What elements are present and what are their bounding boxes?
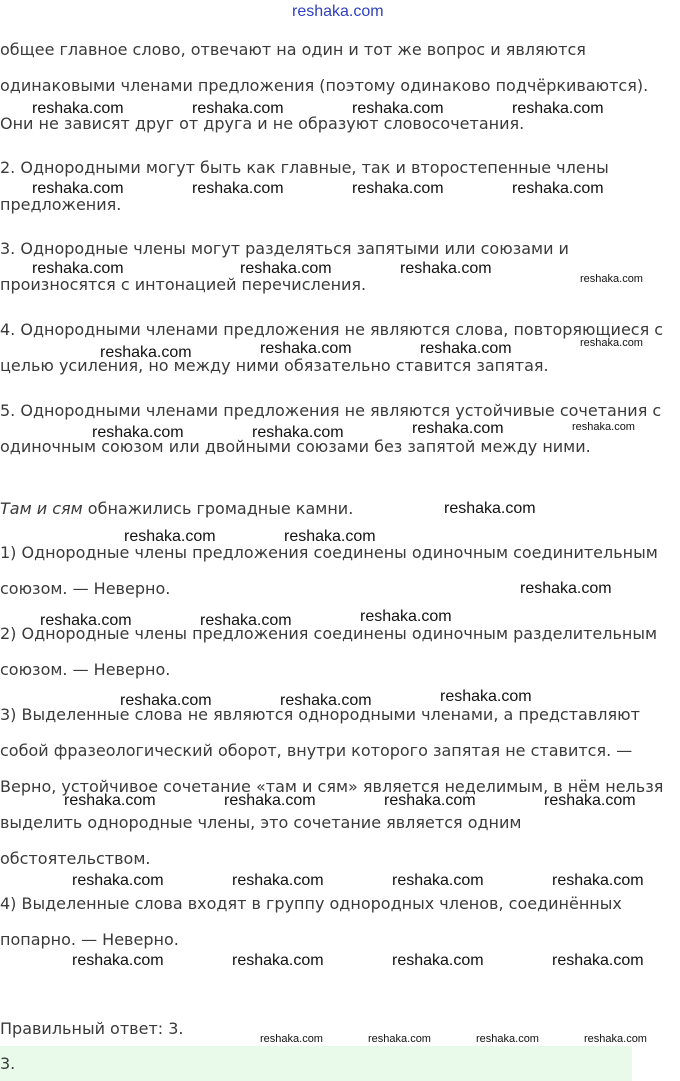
watermark: reshaka.com: [444, 500, 536, 517]
watermark: reshaka.com: [32, 100, 124, 117]
watermark: reshaka.com: [584, 1033, 647, 1045]
watermark: reshaka.com: [552, 952, 644, 969]
option-line: Верно, устойчивое сочетание «там и сям» является неделимым, в нём нельзя: [0, 777, 664, 796]
watermark: reshaka.com: [40, 612, 132, 629]
watermark: reshaka.com: [440, 688, 532, 705]
watermark: reshaka.com: [476, 1033, 539, 1045]
option-line: 3) Выделенные слова не являются однородными членами, а представляют: [0, 705, 640, 724]
watermark: reshaka.com: [544, 792, 636, 809]
watermark: reshaka.com: [232, 952, 324, 969]
text-line: 2. Однородными могут быть как главные, так и второстепенные члены: [0, 158, 609, 177]
watermark: reshaka.com: [72, 952, 164, 969]
watermark: reshaka.com: [580, 337, 643, 349]
text-line: 3. Однородные члены могут разделяться запятыми или союзами и: [0, 239, 569, 258]
text-line: 5. Однородными членами предложения не являются устойчивые сочетания с: [0, 401, 662, 420]
watermark: reshaka.com: [260, 1033, 323, 1045]
watermark: reshaka.com: [252, 424, 344, 441]
text-line: произносятся с интонацией перечисления.: [0, 275, 367, 294]
watermark: reshaka.com: [392, 872, 484, 889]
watermark: reshaka.com: [192, 100, 284, 117]
option-line: собой фразеологический оборот, внутри которого запятая не ставится. —: [0, 741, 633, 760]
text-line: предложения.: [0, 195, 122, 214]
watermark: reshaka.com: [352, 180, 444, 197]
watermark: reshaka.com: [512, 100, 604, 117]
watermark: reshaka.com: [352, 100, 444, 117]
watermark: reshaka.com: [580, 273, 643, 285]
watermark: reshaka.com: [360, 608, 452, 625]
watermark: reshaka.com: [400, 260, 492, 277]
option-line: 4) Выделенные слова входят в группу однородных членов, соединённых: [0, 894, 622, 913]
option-line: выделить однородные члены, это сочетание является одним: [0, 813, 522, 832]
answer-value: 3.: [0, 1054, 16, 1073]
watermark: reshaka.com: [392, 952, 484, 969]
watermark: reshaka.com: [240, 260, 332, 277]
text-line: общее главное слово, отвечают на один и тот же вопрос и являются: [0, 40, 586, 59]
watermark: reshaka.com: [92, 424, 184, 441]
watermark: reshaka.com: [120, 692, 212, 709]
watermark: reshaka.com: [32, 260, 124, 277]
option-line: обстоятельством.: [0, 849, 151, 868]
correct-answer-label: Правильный ответ: 3.: [0, 1019, 184, 1038]
watermark: reshaka.com: [64, 792, 156, 809]
example-sentence: [0, 499, 353, 519]
answer-box: [0, 1046, 632, 1081]
text-line: одинаковыми членами предложения (поэтому одинаково подчёркиваются).: [0, 76, 649, 95]
option-line: 2) Однородные члены предложения соединены одиночным разделительным: [0, 624, 658, 643]
watermark: reshaka.com: [292, 3, 384, 20]
option-line: попарно. — Неверно.: [0, 930, 179, 949]
option-line: союзом. — Неверно.: [0, 660, 171, 679]
watermark: reshaka.com: [224, 792, 316, 809]
watermark: reshaka.com: [200, 612, 292, 629]
watermark: reshaka.com: [512, 180, 604, 197]
option-line: 1) Однородные члены предложения соединены одиночным соединительным: [0, 543, 658, 562]
watermark: reshaka.com: [192, 180, 284, 197]
watermark: reshaka.com: [284, 528, 376, 545]
watermark: reshaka.com: [260, 340, 352, 357]
watermark: reshaka.com: [552, 872, 644, 889]
watermark: reshaka.com: [124, 528, 216, 545]
watermark: reshaka.com: [572, 421, 635, 433]
watermark: reshaka.com: [100, 344, 192, 361]
watermark: reshaka.com: [368, 1033, 431, 1045]
example-rest: обнажились громадные камни.: [82, 499, 354, 518]
text-line: целью усиления, но между ними обязательно ставится запятая.: [0, 356, 549, 375]
watermark: reshaka.com: [520, 580, 612, 597]
watermark: reshaka.com: [32, 180, 124, 197]
watermark: reshaka.com: [412, 420, 504, 437]
example-phrase: Там и сям: [0, 499, 83, 518]
text-line: одиночным союзом или двойными союзами без запятой между ними.: [0, 437, 591, 456]
watermark: reshaka.com: [72, 872, 164, 889]
watermark: reshaka.com: [384, 792, 476, 809]
watermark: reshaka.com: [280, 692, 372, 709]
watermark: reshaka.com: [232, 872, 324, 889]
option-line: союзом. — Неверно.: [0, 579, 171, 598]
text-line: Они не зависят друг от друга и не образуют словосочетания.: [0, 114, 525, 133]
watermark: reshaka.com: [420, 340, 512, 357]
text-line: 4. Однородными членами предложения не являются слова, повторяющиеся с: [0, 320, 664, 339]
